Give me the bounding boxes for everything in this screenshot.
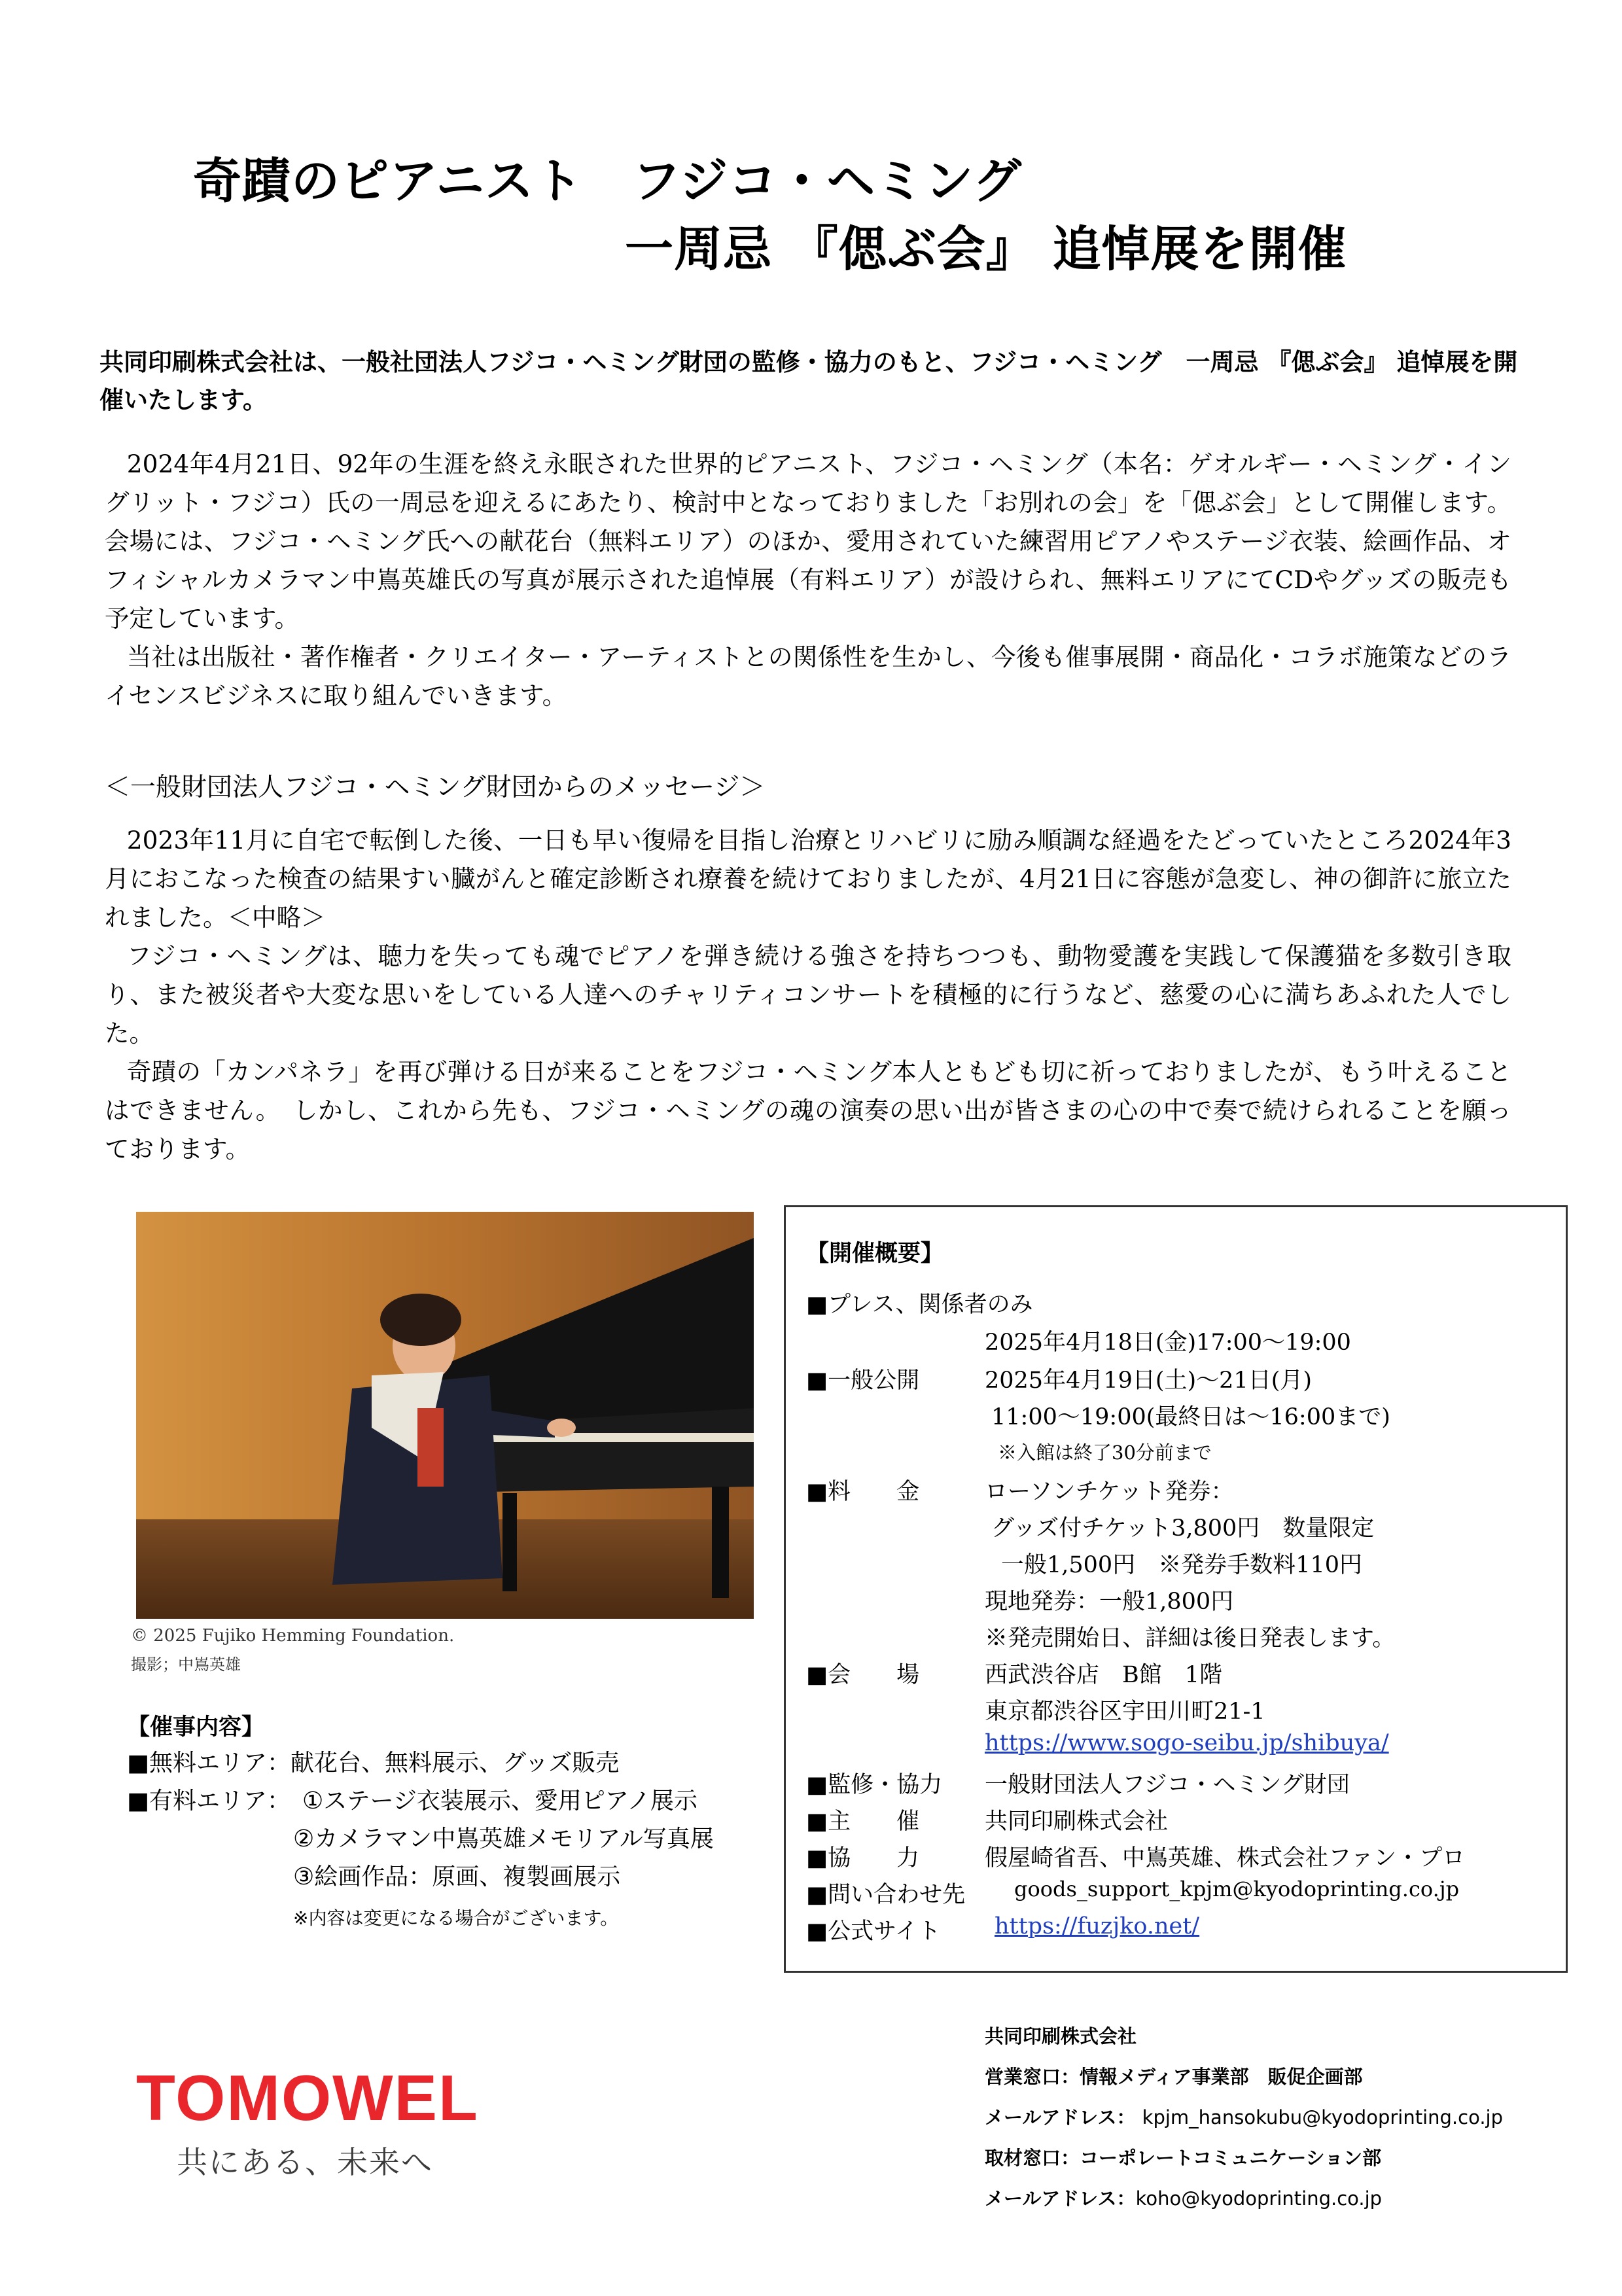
overview-coop: 假屋崎省吾、中嶌英雄、株式会社ファン・プロ [985, 1845, 1466, 1871]
message-paragraph-1: 2023年11月に自宅で転倒した後、一日も早い復帰を目指し治療とリハビリに励み順調な経過をたどっていたところ2024年3月におこなった検査の結果すい臓がんと確定診断され療養を続けておりましたが、4月21日に容態が急変し、神の御許に旅立たれました。＜中略＞ [105, 826, 1511, 932]
events-paid-item-2: ②カメラマン中嶌英雄メモリアル写真展 [293, 1826, 714, 1852]
events-free-area: ■無料エリア：献花台、無料展示、グッズ販売 [127, 1750, 620, 1776]
overview-host: 共同印刷株式会社 [985, 1809, 1169, 1835]
overview-site-label: ■公式サイト [806, 1918, 941, 1945]
message-paragraph-3: 奇蹟の「カンパネラ」を再び弾ける日が来ることをフジコ・ヘミング本人ともども切に祈っておりましたが、もう叶えることはできません。 しかし、これから先も、フジコ・ヘミングの魂の演奏の思い出が皆さまの心の中で奏で続けられることを願っております。 [105, 1057, 1511, 1163]
photo-credit [131, 1650, 241, 1679]
message-heading: ＜一般財団法人フジコ・ヘミング財団からのメッセージ＞ [105, 773, 766, 802]
overview-site-link[interactable]: https://fuzjko.net/ [995, 1913, 1200, 1939]
contact-press-mail-address[interactable]: koho@kyodoprinting.co.jp [1135, 2187, 1383, 2210]
overview-host-label: ■主 催 [806, 1809, 920, 1835]
overview-fee-line-3: 一般1,500円 ※発券手数料110円 [1001, 1552, 1363, 1578]
overview-supervise: 一般財団法人フジコ・ヘミング財団 [985, 1772, 1350, 1798]
overview-fee-label: ■料 金 [806, 1479, 920, 1505]
tomowel-tagline: 共にある、未来へ [177, 2145, 433, 2181]
overview-inquiry-email[interactable]: goods_support_kpjm@kyodoprinting.co.jp [1014, 1877, 1460, 1901]
overview-venue-line-2: 東京都渋谷区宇田川町21-1 [985, 1699, 1265, 1725]
contact-press-mail [985, 2184, 1382, 2211]
events-paid-area: ■有料エリア： ①ステージ衣装展示、愛用ピアノ展示 [127, 1788, 697, 1814]
portrait-photo [136, 1212, 754, 1619]
page-title-line1: 奇蹟のピアニスト フジコ・ヘミング [193, 153, 1022, 209]
contact-sales-mail-address[interactable]: kpjm_hansokubu@kyodoprinting.co.jp [1142, 2106, 1504, 2128]
overview-public-label: ■一般公開 [806, 1368, 920, 1394]
overview-press-date: 2025年4月18日(金)17:00〜19:00 [985, 1330, 1351, 1356]
overview-fee-line-5: ※発売開始日、詳細は後日発表します。 [985, 1625, 1396, 1651]
events-note: ※内容は変更になる場合がございます。 [293, 1907, 619, 1929]
contact-sales-mail-label: メールアドレス： [985, 2106, 1136, 2128]
overview-public-note: ※入館は終了30分前まで [998, 1441, 1212, 1464]
overview-venue-label: ■会 場 [806, 1662, 920, 1688]
intro-paragraph-2: 当社は出版社・著作権者・クリエイター・アーティストとの関係性を生かし、今後も催事展開・商品化・コラボ施策などのライセンスビジネスに取り組んでいきます。 [105, 643, 1511, 710]
tomowel-logo: TOMOWEL [136, 2062, 479, 2134]
overview-supervise-label: ■監修・協力 [806, 1772, 943, 1798]
intro-text [105, 445, 1511, 715]
overview-press-label: ■プレス、関係者のみ [806, 1292, 1033, 1318]
contact-sales-mail [985, 2103, 1503, 2130]
overview-fee-line-2: グッズ付チケット3,800円 数量限定 [991, 1515, 1375, 1542]
overview-public-time: 11:00〜19:00(最終日は〜16:00まで) [991, 1404, 1390, 1430]
message-text [105, 821, 1511, 1169]
overview-coop-label: ■協 力 [806, 1845, 920, 1871]
photo-copyright: © 2025 Fujiko Hemming Foundation. [131, 1626, 455, 1646]
lead-paragraph: 共同印刷株式会社は、一般社団法人フジコ・ヘミング財団の監修・協力のもと、フジコ・ヘミング 一周忌 『偲ぶ会』 追悼展を開催いたします。 [99, 348, 1518, 414]
contact-press-mail-label: メールアドレス： [985, 2187, 1136, 2210]
overview-inquiry-label: ■問い合わせ先 [806, 1882, 966, 1908]
events-paid-item-3: ③絵画作品：原画、複製画展示 [293, 1863, 621, 1890]
contact-press: 取材窓口：コーポレートコミュニケーション部 [985, 2147, 1382, 2169]
overview-fee-line-1: ローソンチケット発券： [985, 1479, 1234, 1505]
contact-sales: 営業窓口：情報メディア事業部 販促企画部 [985, 2066, 1363, 2088]
overview-heading: 【開催概要】 [806, 1241, 944, 1267]
page-title-line2: 一周忌 『偲ぶ会』 追悼展を開催 [625, 221, 1347, 277]
message-paragraph-2: フジコ・ヘミングは、聴力を失っても魂でピアノを弾き続ける強さを持ちつつも、動物愛護を実践して保護猫を多数引き取り、また被災者や大変な思いをしている人達へのチャリティコンサートを積極的に行うなど、慈愛の心に満ちあふれた人でした。 [105, 942, 1511, 1048]
overview-public-date: 2025年4月19日(土)〜21日(月) [985, 1368, 1313, 1394]
overview-fee-line-4: 現地発券：一般1,800円 [985, 1589, 1234, 1615]
photo-credit-text: 撮影；中嶌英雄 [131, 1655, 241, 1674]
contact-company: 共同印刷株式会社 [985, 2025, 1137, 2047]
overview-venue-line-1: 西武渋谷店 B館 1階 [985, 1662, 1222, 1688]
overview-venue-link[interactable]: https://www.sogo-seibu.jp/shibuya/ [985, 1730, 1389, 1756]
intro-paragraph-1: 2024年4月21日、92年の生涯を終え永眠された世界的ピアニスト、フジコ・ヘミング（本名：ゲオルギー・ヘミング・イングリット・フジコ）氏の一周忌を迎えるにあたり、検討中となっておりました「お別れの会」を「偲ぶ会」として開催します。会場には、フジコ・ヘミング氏への献花台（無料エリア）のほか、愛用されていた練習用ピアノやステージ衣装、絵画作品、オフィシャルカメラマン中嶌英雄氏の写真が展示された追悼展（有料エリア）が設けられ、無料エリアにてCDやグッズの販売も予定しています。 [105, 450, 1511, 633]
events-heading: 【催事内容】 [127, 1714, 265, 1740]
portrait-photo-illustration [136, 1212, 754, 1619]
